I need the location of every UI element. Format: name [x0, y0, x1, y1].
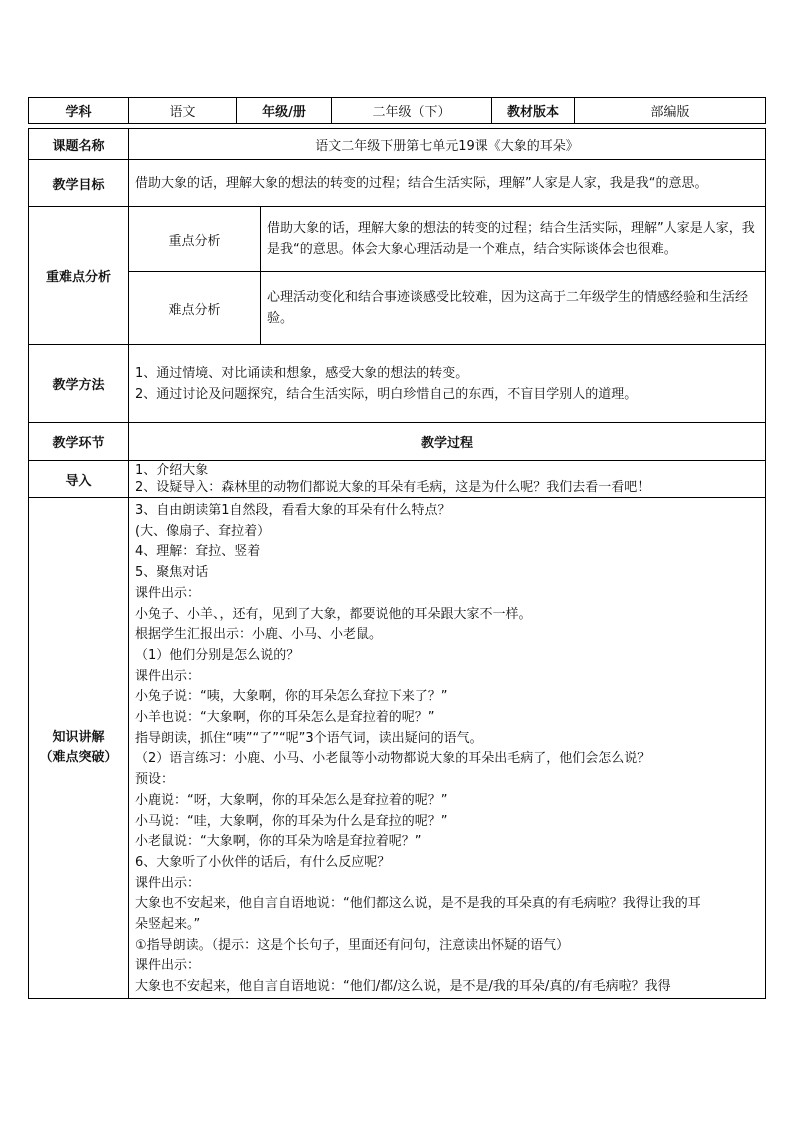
- edition-value: 部编版: [575, 98, 766, 124]
- knowledge-line: （1）他们分别是怎么说的？: [135, 647, 300, 663]
- knowledge-line: 课件出示：: [135, 585, 201, 601]
- lesson-title-label: 课题名称: [29, 129, 129, 160]
- knowledge-label-line1: 知识讲解: [52, 729, 105, 745]
- header-row: [29, 98, 766, 124]
- knowledge-line: 小马说：“哇，大象啊，你的耳朵为什么是耷拉的呢？”: [135, 813, 448, 829]
- intro-line: 2、设疑导入：森林里的动物们都说大象的耳朵有毛病，这是为什么呢？我们去看一看吧！: [135, 480, 651, 495]
- teaching-goal-text: 借助大象的话，理解大象的想法的转变的过程；结合生活实际，理解”人家是人家，我是我“的意思。: [135, 175, 708, 191]
- lesson-plan-sheet: [28, 97, 765, 999]
- knowledge-line: 3、自由朗读第1自然段，看看大象的耳朵有什么特点？: [135, 503, 451, 518]
- subject-value: 语文: [129, 98, 237, 124]
- hard-analysis-text: 心理活动变化和结合事迹谈感受比较难，因为这高于二年级学生的情感经验和生活经验。: [267, 290, 749, 326]
- knowledge-text: [129, 498, 765, 998]
- grade-label: 年级/册: [237, 98, 332, 124]
- knowledge-row: [29, 498, 766, 999]
- knowledge-line: 预设：: [135, 772, 175, 788]
- knowledge-line: 根据学生汇报出示：小鹿、小马、小老鼠。: [135, 627, 383, 643]
- teaching-goal-row: [29, 160, 766, 207]
- knowledge-line: 小鹿说：“呀，大象啊，你的耳朵怎么是耷拉着的呢？”: [135, 792, 448, 808]
- lesson-title-value: 语文二年级下册第七单元19课《大象的耳朵》: [129, 129, 766, 160]
- teaching-method-label: 教学方法: [29, 345, 129, 423]
- edition-label: 教材版本: [492, 98, 575, 124]
- knowledge-line: 大象也不安起来，他自言自语地说：“他们都这么说，是不是我的耳朵真的有毛病啦？我得让我的耳: [135, 896, 701, 912]
- knowledge-line: 大象也不安起来，他自言自语地说：“他们/都/这么说，是不是/我的耳朵/真的/有毛病啦？我得: [135, 979, 671, 995]
- analysis-label: 重难点分析: [29, 207, 129, 345]
- method-line: 2、通过讨论及问题探究，结合生活实际，明白珍惜自己的东西，不盲目学别人的道理。: [135, 386, 638, 402]
- knowledge-line: 5、聚焦对话: [135, 565, 209, 581]
- hard-analysis-label: 难点分析: [129, 272, 261, 345]
- grade-value: 二年级（下）: [332, 98, 492, 124]
- knowledge-line: 指导朗读，抓住“咦”“了”“呢”3个语气词，读出疑问的语气。: [135, 730, 483, 746]
- knowledge-line: 课件出示：: [135, 958, 201, 974]
- key-analysis-text: 借助大象的话，理解大象的想法的转变的过程；结合生活实际，理解”人家是人家，我是我“的意思。体会大象心理活动是一个难点，结合实际谈体会也很难。: [267, 221, 755, 257]
- subject-label: 学科: [29, 98, 129, 124]
- knowledge-line: 4、理解：耷拉、竖着: [135, 544, 261, 560]
- knowledge-line: 小兔子说：“咦，大象啊，你的耳朵怎么耷拉下来了？”: [135, 689, 448, 705]
- key-analysis-row: [29, 207, 766, 272]
- knowledge-line: 课件出示：: [135, 668, 201, 684]
- knowledge-line: 朵竖起来。”: [135, 917, 201, 933]
- intro-line: 1、介绍大象: [135, 463, 209, 478]
- lesson-title-row: [29, 129, 766, 160]
- teaching-goal-label: 教学目标: [29, 160, 129, 207]
- knowledge-line: （2）语言练习：小鹿、小马、小老鼠等小动物都说大象的耳朵出毛病了，他们会怎么说？: [135, 751, 651, 767]
- knowledge-line: ①指导朗读。（提示：这是个长句子，里面还有问句，注意读出怀疑的语气）: [135, 937, 570, 953]
- knowledge-line: 6、大象听了小伙伴的话后，有什么反应呢？: [135, 854, 391, 870]
- teaching-method-row: [29, 345, 766, 423]
- knowledge-line: 小兔子、小羊、，还有，见到了大象，都要说他的耳朵跟大家不一样。: [135, 606, 532, 622]
- teaching-steps-label: 教学环节: [29, 423, 129, 461]
- teaching-method-text: [129, 360, 765, 408]
- knowledge-line: (大、像扇子、耷拉着）: [135, 523, 271, 539]
- hard-analysis-row: [29, 272, 766, 345]
- knowledge-line: 课件出示：: [135, 875, 201, 891]
- knowledge-line: 小老鼠说：“大象啊，你的耳朵为啥是耷拉着呢？”: [135, 834, 422, 850]
- knowledge-line: 小羊也说：“大象啊，你的耳朵怎么是耷拉着的呢？”: [135, 710, 435, 726]
- knowledge-label: [29, 498, 129, 999]
- intro-label: 导入: [29, 461, 129, 498]
- teaching-process-heading: 教学过程: [129, 423, 766, 461]
- intro-text: [129, 462, 765, 496]
- knowledge-label-line2: （难点突破）: [39, 749, 118, 765]
- method-line: 1、通过情境、对比诵读和想象，感受大象的想法的转变。: [135, 365, 469, 381]
- lesson-plan-table: [28, 97, 766, 999]
- key-analysis-label: 重点分析: [129, 207, 261, 272]
- teaching-steps-row: [29, 423, 766, 461]
- intro-row: [29, 461, 766, 498]
